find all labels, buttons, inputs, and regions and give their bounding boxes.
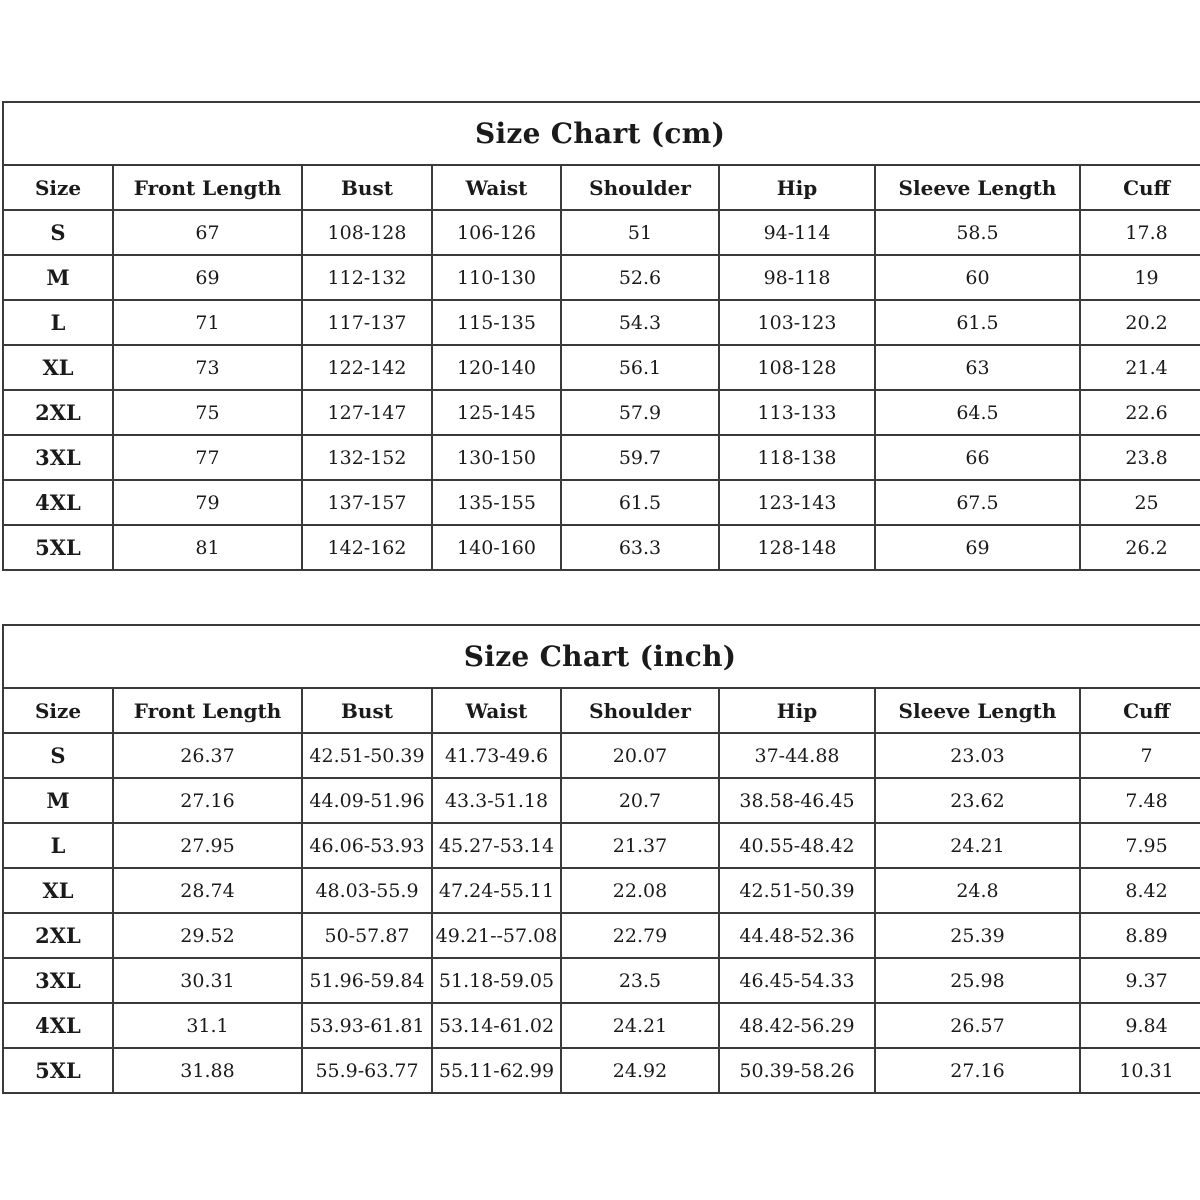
size-chart-inch bbox=[2, 624, 1200, 1094]
cell-size: M bbox=[3, 778, 113, 823]
cell-shoulder: 61.5 bbox=[561, 480, 719, 525]
table-row bbox=[3, 300, 1200, 345]
cell-waist: 53.14-61.02 bbox=[432, 1003, 561, 1048]
cell-front-length: 79 bbox=[113, 480, 302, 525]
table-row bbox=[3, 525, 1200, 570]
cell-waist: 106-126 bbox=[432, 210, 561, 255]
header-cuff: Cuff bbox=[1080, 688, 1200, 733]
cell-cuff: 7.48 bbox=[1080, 778, 1200, 823]
cell-cuff: 23.8 bbox=[1080, 435, 1200, 480]
size-table-cm bbox=[2, 101, 1200, 571]
cell-cuff: 19 bbox=[1080, 255, 1200, 300]
header-sleeve-length: Sleeve Length bbox=[875, 688, 1080, 733]
cell-hip: 94-114 bbox=[719, 210, 875, 255]
cell-front-length: 71 bbox=[113, 300, 302, 345]
cell-size: 5XL bbox=[3, 1048, 113, 1093]
cell-shoulder: 57.9 bbox=[561, 390, 719, 435]
header-shoulder: Shoulder bbox=[561, 688, 719, 733]
cell-bust: 127-147 bbox=[302, 390, 432, 435]
cell-waist: 51.18-59.05 bbox=[432, 958, 561, 1003]
table-row bbox=[3, 435, 1200, 480]
cell-shoulder: 21.37 bbox=[561, 823, 719, 868]
cell-waist: 110-130 bbox=[432, 255, 561, 300]
cell-sleeve-length: 58.5 bbox=[875, 210, 1080, 255]
cell-waist: 55.11-62.99 bbox=[432, 1048, 561, 1093]
cell-size: 2XL bbox=[3, 390, 113, 435]
header-waist: Waist bbox=[432, 688, 561, 733]
cell-sleeve-length: 26.57 bbox=[875, 1003, 1080, 1048]
cell-hip: 108-128 bbox=[719, 345, 875, 390]
table-row bbox=[3, 1048, 1200, 1093]
cell-sleeve-length: 63 bbox=[875, 345, 1080, 390]
cell-hip: 44.48-52.36 bbox=[719, 913, 875, 958]
cell-front-length: 69 bbox=[113, 255, 302, 300]
table-row bbox=[3, 958, 1200, 1003]
cell-size: L bbox=[3, 300, 113, 345]
cell-front-length: 81 bbox=[113, 525, 302, 570]
table-row bbox=[3, 255, 1200, 300]
table-row bbox=[3, 778, 1200, 823]
cell-hip: 46.45-54.33 bbox=[719, 958, 875, 1003]
header-cuff: Cuff bbox=[1080, 165, 1200, 210]
cell-bust: 122-142 bbox=[302, 345, 432, 390]
cell-sleeve-length: 66 bbox=[875, 435, 1080, 480]
cell-sleeve-length: 24.21 bbox=[875, 823, 1080, 868]
cell-front-length: 26.37 bbox=[113, 733, 302, 778]
table-row bbox=[3, 868, 1200, 913]
cell-front-length: 28.74 bbox=[113, 868, 302, 913]
cell-waist: 120-140 bbox=[432, 345, 561, 390]
cell-shoulder: 20.07 bbox=[561, 733, 719, 778]
size-table-inch bbox=[2, 624, 1200, 1094]
header-row bbox=[3, 688, 1200, 733]
cell-hip: 128-148 bbox=[719, 525, 875, 570]
cell-cuff: 9.37 bbox=[1080, 958, 1200, 1003]
cell-waist: 140-160 bbox=[432, 525, 561, 570]
cell-size: 3XL bbox=[3, 958, 113, 1003]
cell-bust: 42.51-50.39 bbox=[302, 733, 432, 778]
cell-shoulder: 59.7 bbox=[561, 435, 719, 480]
cell-waist: 43.3-51.18 bbox=[432, 778, 561, 823]
cell-hip: 42.51-50.39 bbox=[719, 868, 875, 913]
cell-shoulder: 23.5 bbox=[561, 958, 719, 1003]
table-row bbox=[3, 345, 1200, 390]
cell-shoulder: 54.3 bbox=[561, 300, 719, 345]
cell-bust: 137-157 bbox=[302, 480, 432, 525]
table-row bbox=[3, 913, 1200, 958]
cell-front-length: 27.16 bbox=[113, 778, 302, 823]
cell-size: 4XL bbox=[3, 1003, 113, 1048]
cell-bust: 117-137 bbox=[302, 300, 432, 345]
cell-size: 2XL bbox=[3, 913, 113, 958]
cell-sleeve-length: 23.62 bbox=[875, 778, 1080, 823]
cell-front-length: 67 bbox=[113, 210, 302, 255]
cell-shoulder: 63.3 bbox=[561, 525, 719, 570]
header-front-length: Front Length bbox=[113, 165, 302, 210]
cell-cuff: 9.84 bbox=[1080, 1003, 1200, 1048]
cell-bust: 46.06-53.93 bbox=[302, 823, 432, 868]
cell-front-length: 31.1 bbox=[113, 1003, 302, 1048]
cell-shoulder: 51 bbox=[561, 210, 719, 255]
header-bust: Bust bbox=[302, 688, 432, 733]
cell-bust: 50-57.87 bbox=[302, 913, 432, 958]
header-size: Size bbox=[3, 165, 113, 210]
header-hip: Hip bbox=[719, 688, 875, 733]
cell-sleeve-length: 23.03 bbox=[875, 733, 1080, 778]
cell-waist: 49.21--57.08 bbox=[432, 913, 561, 958]
table-row bbox=[3, 390, 1200, 435]
cell-size: XL bbox=[3, 868, 113, 913]
cell-shoulder: 52.6 bbox=[561, 255, 719, 300]
cell-hip: 103-123 bbox=[719, 300, 875, 345]
cell-hip: 50.39-58.26 bbox=[719, 1048, 875, 1093]
cell-cuff: 7.95 bbox=[1080, 823, 1200, 868]
cell-shoulder: 56.1 bbox=[561, 345, 719, 390]
cell-cuff: 22.6 bbox=[1080, 390, 1200, 435]
cell-hip: 113-133 bbox=[719, 390, 875, 435]
cell-sleeve-length: 61.5 bbox=[875, 300, 1080, 345]
cell-shoulder: 24.92 bbox=[561, 1048, 719, 1093]
cell-waist: 135-155 bbox=[432, 480, 561, 525]
cell-sleeve-length: 69 bbox=[875, 525, 1080, 570]
cell-bust: 51.96-59.84 bbox=[302, 958, 432, 1003]
cell-front-length: 27.95 bbox=[113, 823, 302, 868]
cell-size: 4XL bbox=[3, 480, 113, 525]
cell-cuff: 8.89 bbox=[1080, 913, 1200, 958]
cell-bust: 112-132 bbox=[302, 255, 432, 300]
cell-shoulder: 20.7 bbox=[561, 778, 719, 823]
cell-hip: 40.55-48.42 bbox=[719, 823, 875, 868]
cell-sleeve-length: 60 bbox=[875, 255, 1080, 300]
cell-cuff: 25 bbox=[1080, 480, 1200, 525]
cell-waist: 125-145 bbox=[432, 390, 561, 435]
cell-size: M bbox=[3, 255, 113, 300]
cell-waist: 115-135 bbox=[432, 300, 561, 345]
cell-hip: 123-143 bbox=[719, 480, 875, 525]
cell-waist: 130-150 bbox=[432, 435, 561, 480]
header-sleeve-length: Sleeve Length bbox=[875, 165, 1080, 210]
cell-bust: 53.93-61.81 bbox=[302, 1003, 432, 1048]
cell-hip: 118-138 bbox=[719, 435, 875, 480]
cell-hip: 98-118 bbox=[719, 255, 875, 300]
cell-sleeve-length: 27.16 bbox=[875, 1048, 1080, 1093]
cell-bust: 132-152 bbox=[302, 435, 432, 480]
cell-sleeve-length: 24.8 bbox=[875, 868, 1080, 913]
cell-cuff: 10.31 bbox=[1080, 1048, 1200, 1093]
cell-waist: 47.24-55.11 bbox=[432, 868, 561, 913]
cell-front-length: 30.31 bbox=[113, 958, 302, 1003]
cell-cuff: 26.2 bbox=[1080, 525, 1200, 570]
header-waist: Waist bbox=[432, 165, 561, 210]
cell-bust: 44.09-51.96 bbox=[302, 778, 432, 823]
cell-sleeve-length: 25.39 bbox=[875, 913, 1080, 958]
cell-waist: 45.27-53.14 bbox=[432, 823, 561, 868]
cell-sleeve-length: 25.98 bbox=[875, 958, 1080, 1003]
cell-front-length: 75 bbox=[113, 390, 302, 435]
cell-cuff: 17.8 bbox=[1080, 210, 1200, 255]
chart-title: Size Chart (cm) bbox=[3, 102, 1200, 165]
cell-size: XL bbox=[3, 345, 113, 390]
cell-shoulder: 22.79 bbox=[561, 913, 719, 958]
cell-bust: 55.9-63.77 bbox=[302, 1048, 432, 1093]
cell-bust: 142-162 bbox=[302, 525, 432, 570]
cell-front-length: 77 bbox=[113, 435, 302, 480]
table-row bbox=[3, 1003, 1200, 1048]
cell-size: S bbox=[3, 733, 113, 778]
cell-hip: 48.42-56.29 bbox=[719, 1003, 875, 1048]
cell-sleeve-length: 67.5 bbox=[875, 480, 1080, 525]
table-body bbox=[3, 210, 1200, 570]
cell-front-length: 73 bbox=[113, 345, 302, 390]
header-front-length: Front Length bbox=[113, 688, 302, 733]
cell-size: S bbox=[3, 210, 113, 255]
header-shoulder: Shoulder bbox=[561, 165, 719, 210]
header-hip: Hip bbox=[719, 165, 875, 210]
cell-shoulder: 24.21 bbox=[561, 1003, 719, 1048]
cell-waist: 41.73-49.6 bbox=[432, 733, 561, 778]
cell-cuff: 8.42 bbox=[1080, 868, 1200, 913]
cell-size: 5XL bbox=[3, 525, 113, 570]
cell-hip: 37-44.88 bbox=[719, 733, 875, 778]
cell-cuff: 21.4 bbox=[1080, 345, 1200, 390]
header-size: Size bbox=[3, 688, 113, 733]
cell-bust: 48.03-55.9 bbox=[302, 868, 432, 913]
table-row bbox=[3, 210, 1200, 255]
header-bust: Bust bbox=[302, 165, 432, 210]
cell-size: L bbox=[3, 823, 113, 868]
table-row bbox=[3, 480, 1200, 525]
table-row bbox=[3, 733, 1200, 778]
cell-cuff: 7 bbox=[1080, 733, 1200, 778]
header-row bbox=[3, 165, 1200, 210]
table-row bbox=[3, 823, 1200, 868]
cell-sleeve-length: 64.5 bbox=[875, 390, 1080, 435]
cell-size: 3XL bbox=[3, 435, 113, 480]
cell-bust: 108-128 bbox=[302, 210, 432, 255]
size-chart-cm bbox=[2, 101, 1200, 571]
table-body bbox=[3, 733, 1200, 1093]
chart-title: Size Chart (inch) bbox=[3, 625, 1200, 688]
cell-hip: 38.58-46.45 bbox=[719, 778, 875, 823]
cell-front-length: 29.52 bbox=[113, 913, 302, 958]
cell-front-length: 31.88 bbox=[113, 1048, 302, 1093]
cell-shoulder: 22.08 bbox=[561, 868, 719, 913]
cell-cuff: 20.2 bbox=[1080, 300, 1200, 345]
